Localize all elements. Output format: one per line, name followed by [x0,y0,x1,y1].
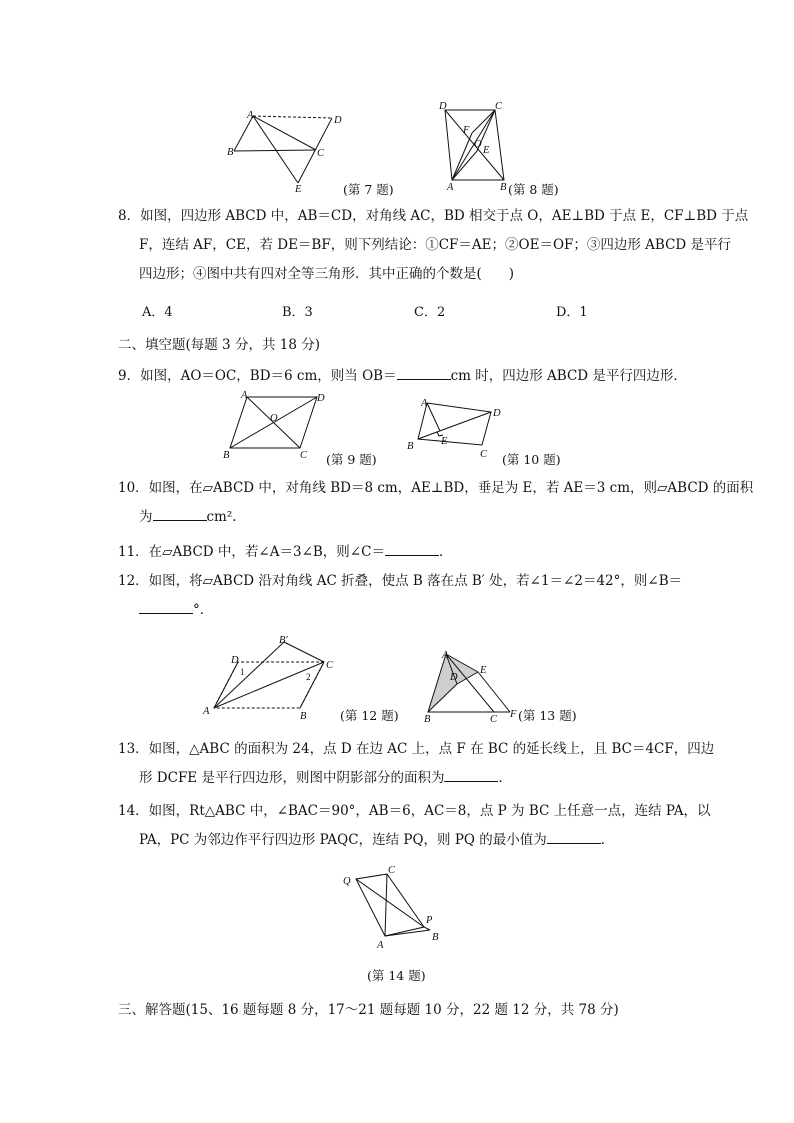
figure-q14 [340,862,450,954]
fig13-label-d: D [450,672,458,683]
fig14-label-b: B [432,932,439,943]
q10-line-1: 10．如图，在▱ABCD 中，对角线 BD＝8 cm，AE⊥BD，垂足为 E，若 AE＝3 cm，则▱ABCD 的面积 [118,480,754,496]
caption-q10: (第 10 题) [502,452,561,467]
figure-q9 [222,390,334,462]
q12-line-1: 12．如图，将▱ABCD 沿对角线 AC 折叠，使点 B 落在点 B′ 处，若∠1＝∠2＝42°，则∠B＝ [118,573,683,589]
caption-q12: (第 12 题) [340,708,399,723]
fig12-label-c: C [326,660,334,671]
q8-option-c[interactable]: C．2 [414,305,446,320]
fig8-label-a: A [447,182,454,193]
fig9-label-o: O [270,413,278,424]
question-11 [118,540,452,560]
question-12 [118,567,683,625]
fig9-label-c: C [300,450,308,461]
q14-text-after: ． [600,832,615,848]
q11-answer-blank[interactable] [385,543,439,556]
q14-answer-blank[interactable] [547,831,601,844]
q9-text-after: cm 时，四边形 ABCD 是平行四边形． [450,368,687,384]
fig10-label-d: D [493,408,501,419]
fig10-label-e: E [441,436,448,447]
caption-q13: (第 13 题) [518,708,577,723]
caption-q9: (第 9 题) [326,452,377,467]
fig10-label-c: C [480,449,488,460]
fig12-angle-1: 1 [240,667,245,677]
section-2-heading: 二、填空题(每题 3 分，共 18 分) [118,337,320,353]
caption-q14: (第 14 题) [367,968,426,983]
fig7-label-a: A [247,110,254,121]
fig7-label-b: B [227,147,234,158]
fig7-label-e: E [295,184,302,195]
q13-answer-blank[interactable] [444,769,498,782]
q8-option-b[interactable]: B．3 [282,305,313,320]
q10-text-before: 为 [139,509,153,525]
figure-q10 [404,393,502,463]
figure-q12 [202,632,342,722]
q11-text-after: ． [438,544,453,560]
q8-line-2: F，连结 AF，CE，若 DE＝BF，则下列结论：①CF＝AE；②OE＝OF；③四边形 ABCD 是平行 [139,237,732,253]
q8-option-a[interactable]: A．4 [142,305,173,320]
fig13-label-e: E [480,665,487,676]
fig13-label-b: B [424,714,431,725]
fig13-label-c: C [490,714,498,725]
fig8-label-d: D [439,101,447,112]
fig8-label-b: B [500,182,507,193]
question-10 [118,474,754,532]
fig13-label-a: A [442,650,449,661]
figure-q8 [432,98,512,193]
question-9 [118,364,687,384]
q9-text-before: 9．如图，AO＝OC，BD＝6 cm，则当 OB＝ [118,368,397,384]
q9-answer-blank[interactable] [397,367,451,380]
fig7-label-d: D [334,115,342,126]
q14-text-before: PA，PC 为邻边作平行四边形 PAQC，连结 PQ，则 PQ 的最小值为 [139,832,547,848]
q10-answer-blank[interactable] [153,508,207,521]
q11-text-before: 11．在▱ABCD 中，若∠A＝3∠B，则∠C＝ [118,544,385,560]
q13-text-after: ． [498,770,512,786]
question-13 [118,735,715,793]
caption-q7: (第 7 题) [343,182,394,197]
fig9-label-d: D [317,393,325,404]
figure-q13 [424,646,524,724]
fig13-label-f: F [510,709,517,720]
fig12-label-a: A [203,706,210,717]
fig10-label-a: A [421,398,428,409]
q12-answer-blank[interactable] [139,601,193,614]
fig7-label-c: C [317,148,325,159]
q12-text-after: °． [193,602,214,618]
fig10-label-b: B [407,441,414,452]
fig14-label-c: C [388,865,396,876]
figure-q7 [220,108,350,194]
question-8 [118,202,749,289]
fig12-label-b-prime: B′ [279,635,288,646]
caption-q8: (第 8 题) [508,182,559,197]
fig12-label-d: D [231,655,239,666]
q10-text-after: cm². [206,509,237,525]
fig9-label-b: B [223,450,230,461]
fig12-angle-2: 2 [306,672,311,682]
fig12-label-b: B [300,711,307,722]
section-3-heading: 三、解答题(15、16 题每题 8 分，17～21 题每题 10 分，22 题 12 分，共 78 分) [118,1002,619,1018]
fig9-label-a: A [241,390,248,401]
fig8-label-e: E [483,145,490,156]
fig14-label-a: A [377,940,384,951]
fig8-label-o: O [474,139,482,150]
fig8-label-c: C [495,101,503,112]
q14-line-1: 14．如图，Rt△ABC 中，∠BAC＝90°，AB＝6，AC＝8，点 P 为 BC 上任意一点，连结 PA，以 [118,803,711,819]
q8-option-d[interactable]: D．1 [556,305,588,320]
fig8-label-f: F [463,125,470,136]
q13-text-before: 形 DCFE 是平行四边形，则图中阴影部分的面积为 [139,770,445,786]
fig14-label-p: P [426,915,433,926]
fig14-label-q: Q [343,876,351,887]
q8-line-3: 四边形；④图中共有四对全等三角形．其中正确的个数是( ) [139,266,515,282]
q8-line-1: 8．如图，四边形 ABCD 中，AB＝CD，对角线 AC，BD 相交于点 O，AE⊥BD 于点 E，CF⊥BD 于点 [118,208,749,224]
question-14 [118,797,711,855]
q13-line-1: 13．如图，△ABC 的面积为 24，点 D 在边 AC 上，点 F 在 BC 的延长线上，且 BC＝4CF，四边 [118,741,715,757]
